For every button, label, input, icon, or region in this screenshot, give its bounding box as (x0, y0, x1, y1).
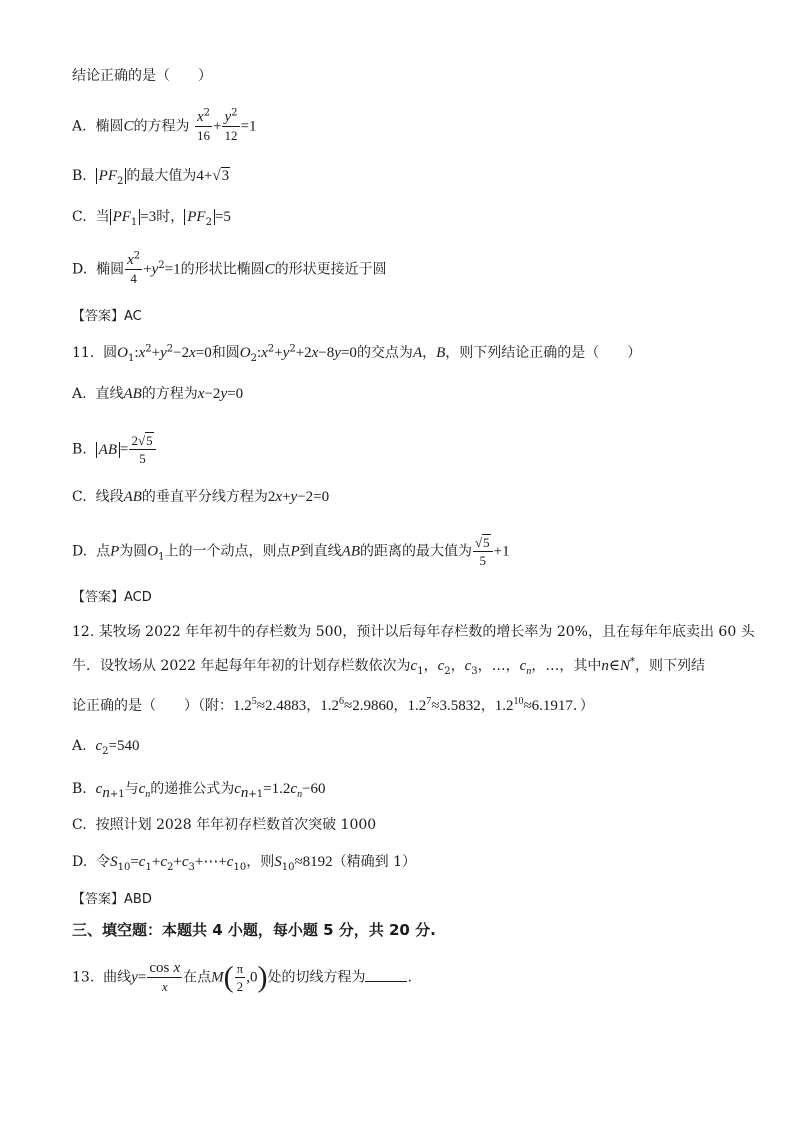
q10-option-d: D. 椭圆 $\frac{x^2}{4}$ $+y^2=1$的形状比椭圆C的形状更接近于圆 (72, 250, 387, 286)
q10-option-a: A. 椭圆C的方程为 $\frac{x^2}{16}$ + $\frac{y^2}{12}$ =1 (72, 107, 257, 143)
q12-stem-line1: 12. 某牧场 2022 年年初牛的存栏数为 500，预计以后每年存栏数的增长率为 20%，且在每年年底卖出 60 头 (72, 624, 755, 640)
q12-option-a: A. $c_2=540$ (72, 738, 140, 757)
answer-blank (365, 967, 407, 982)
section-heading: 三、填空题：本题共 4 小题，每小题 5 分，共 20 分. (72, 921, 436, 939)
q10-answer: 【答案】AC (72, 309, 142, 324)
q10-stem: 结论正确的是（ ） (72, 68, 212, 84)
q12-answer: 【答案】ABD (72, 892, 152, 907)
q11-option-b: B. AB = $\frac{2√5}{5}$ (72, 432, 157, 467)
q12-option-c: C. 按照计划 2028 年年初存栏数首次突破 1000 (72, 817, 377, 833)
q11-option-d: D. 点P为圆$O_1$上的一个动点，则点P到直线AB的距离的最大值为 $\frac{√5}{5}$ +1 (72, 535, 510, 568)
q10-option-b: B. $PF_2$ 的最大值为4+√3 (72, 168, 230, 187)
q11-answer: 【答案】ACD (72, 590, 152, 605)
q13-stem: 13. 曲线y= $\frac{\text{cos x}}{x}$ 在点M( $\frac{\pi}{2}$ ,0)处的切线方程为 . (72, 960, 412, 994)
q12-option-d: D. 令$S_{10}=c_1+c_2+c_3+\cdots+c_{10}$，则$S_{10}\approx 8192$（精确到 1） (72, 854, 417, 873)
q10-option-c: C. 当 $PF_1 =3$时， $PF_2 =5$ (72, 209, 231, 228)
q11-option-c: C. 线段AB的垂直平分线方程为2x+y−2=0 (72, 489, 330, 505)
q11-option-a: A. 直线AB的方程为x−2y=0 (72, 386, 244, 402)
q12-option-b: B. $c_{n+1}$与$c_n$的递推公式为$c_{n+1}=1.2c_n-60$ (72, 781, 326, 801)
q11-stem: 11. 圆$O_1:x^2+y^2-2x=0$和圆$O_2:x^2+y^2+2x-8y=0$的交点为A，B，则下列结论正确的是（ ） (72, 343, 642, 364)
q12-stem-line3: 论正确的是（ ）（附：$1.2^5\approx 2.4883$，$1.2^6\approx 2.9860$，$1.2^7\approx 3.5832$，$1.2^{10}\approx 6.1917$．） (72, 696, 594, 714)
q12-stem-line2: 牛．设牧场从 2022 年起每年年初的计划存栏数依次为$c_1$，$c_2$，$c_3$，…，$c_n$，…，其中n∈N*，则下列结 (72, 656, 705, 677)
